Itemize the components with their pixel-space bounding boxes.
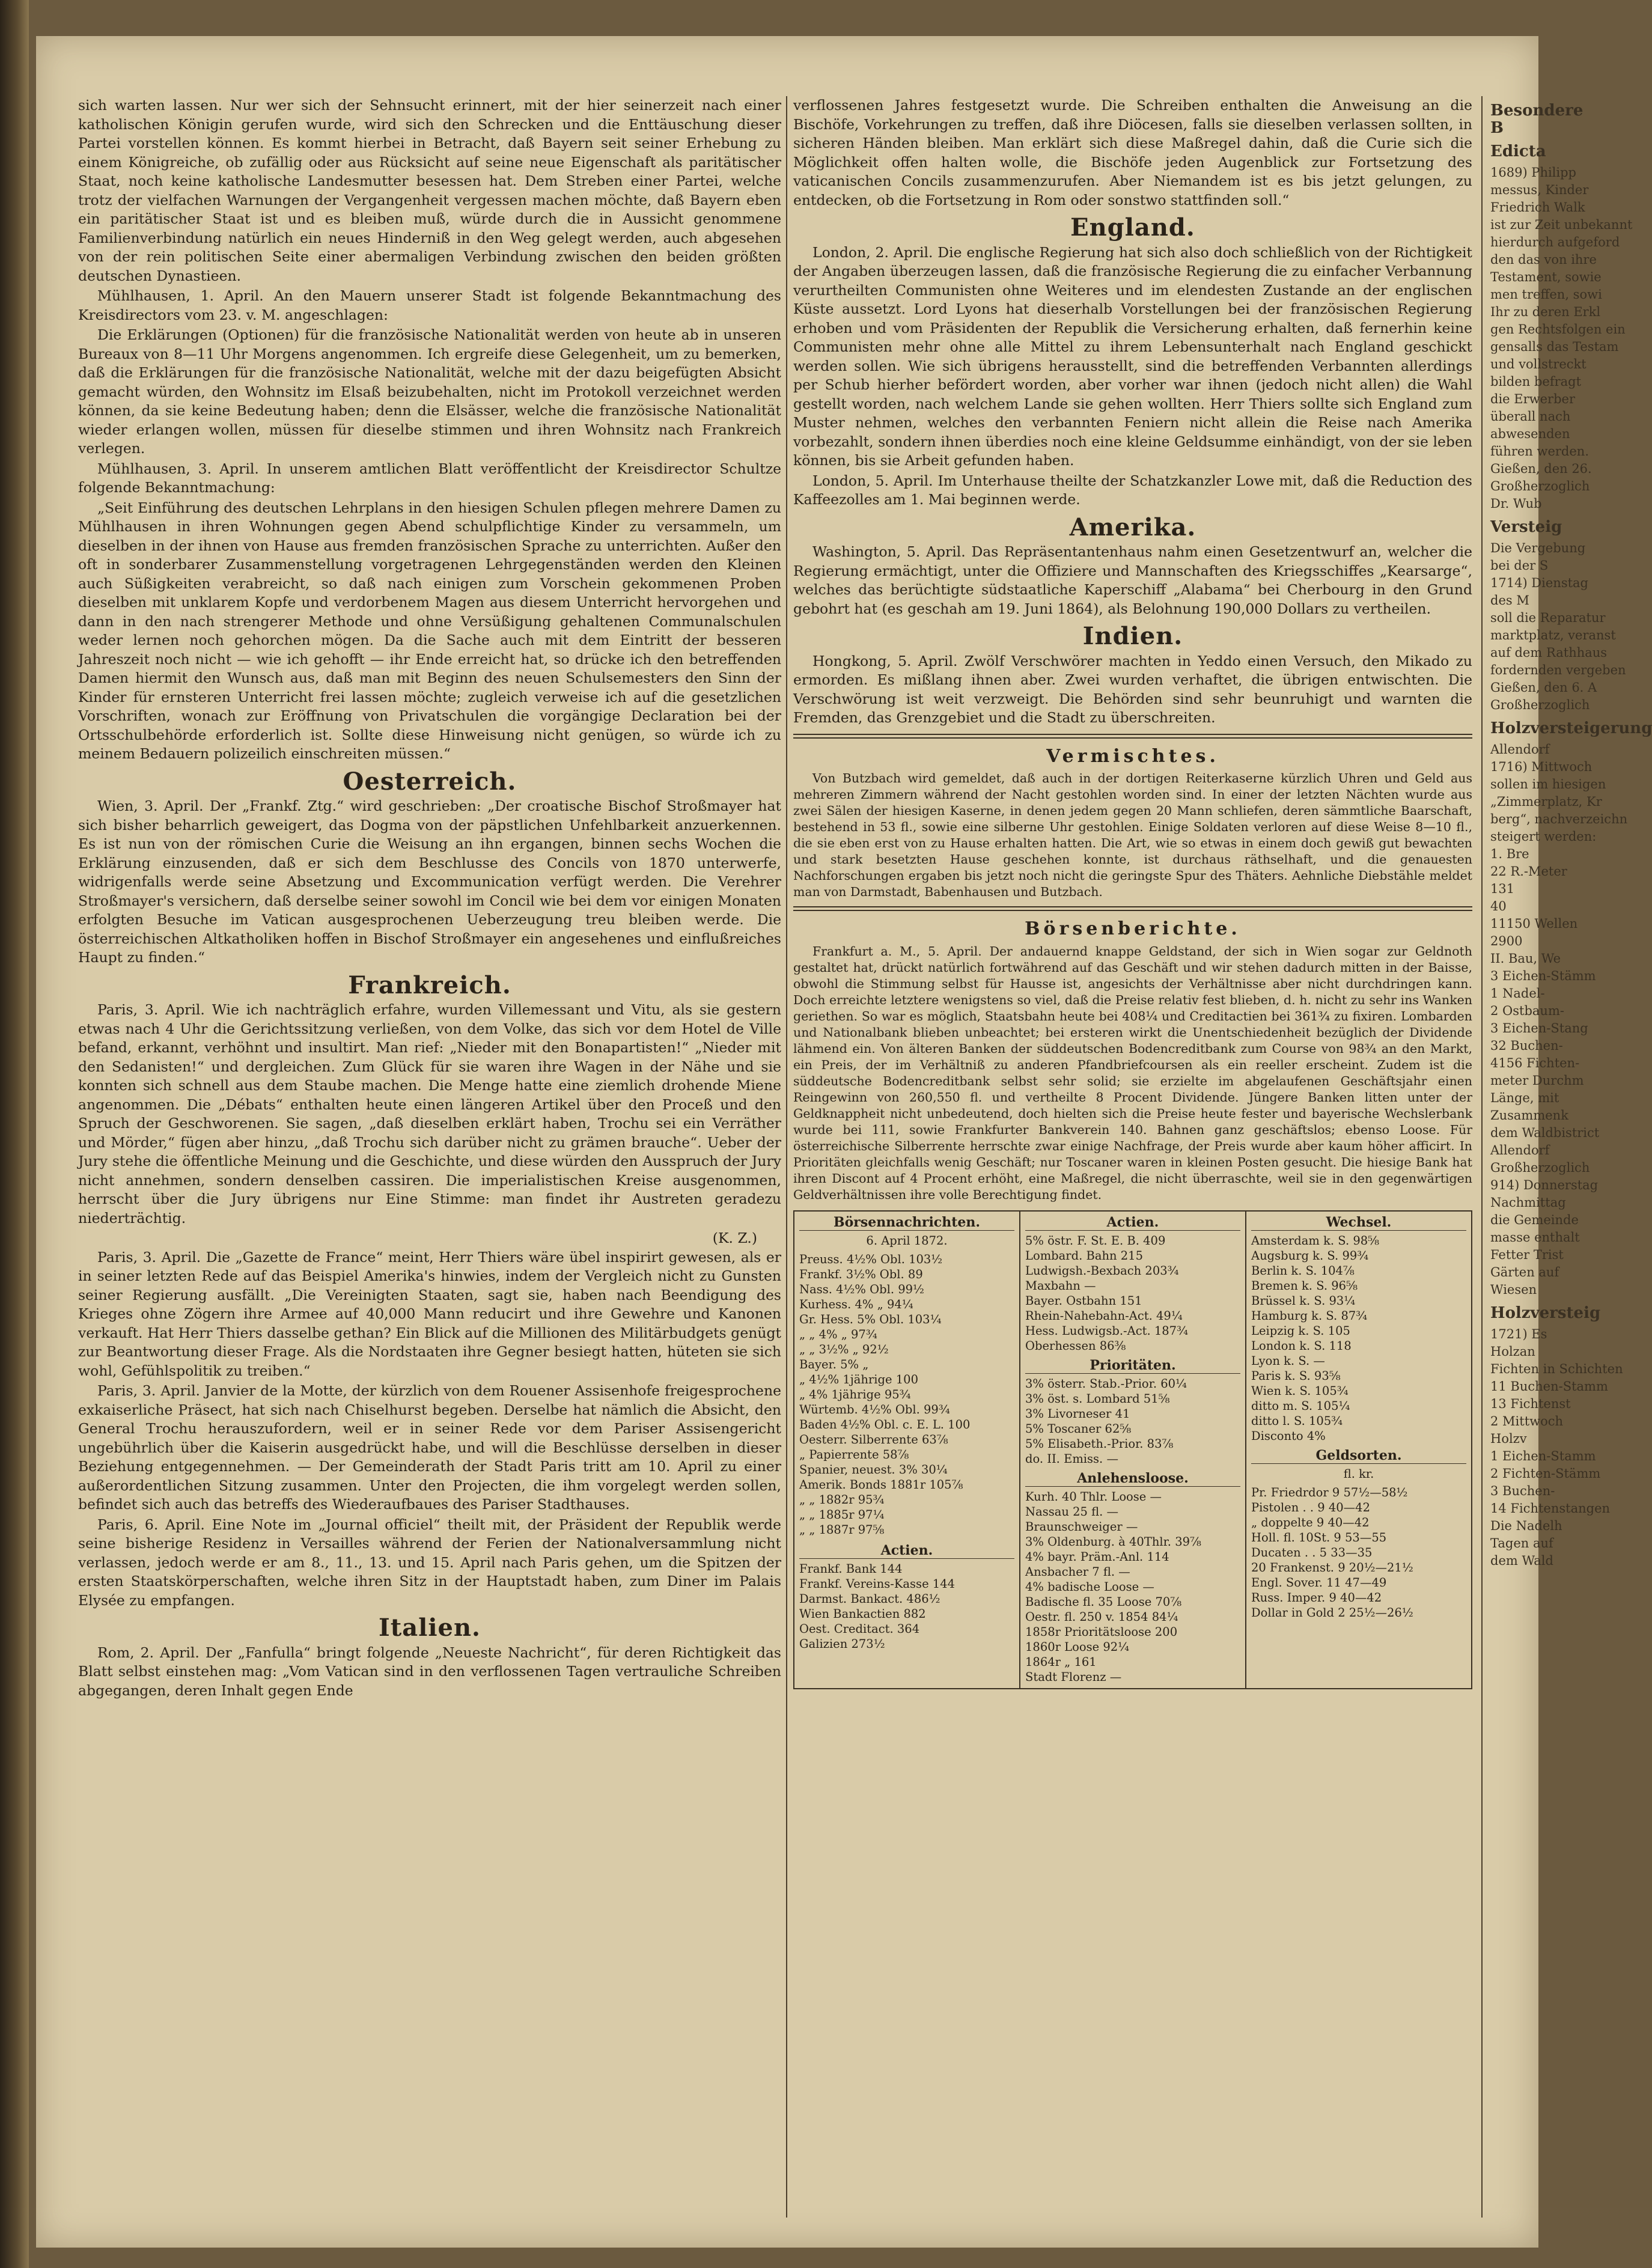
article-wien: Wien, 3. April. Der „Frankf. Ztg.“ wird geschrieben: „Der croatische Bischof Stroßmayer hat sich bisher beharrlich geweigert, das Dogma von der päpstlichen Unfehlbarkeit anzuerkennen. Es ist nun von der römischen Curie die Weisung an ihn ergangen, binnen sechs Wochen die Erklärung einzusenden, daß er sich dem Beschlusse des Concils von 1870 unterwerfe, widrigenfalls werde seine Absetzung und Excommunication verfügt werden. Die Verehrer Stroßmayer's versichern, daß derselbe seiner sowohl im Concil wie bei dem vor einigen Monaten erfolgten Besuche im Vatican ausgesprochenen Ueberzeugung treu bleiben werde. Die österreichischen Altkatholiken hoffen in Bischof Stroßmayer ein angesehenes und einflußreiches Haupt zu finden.“: [78, 797, 781, 966]
table-title: Prioritäten.: [1025, 1358, 1240, 1374]
table-row: Oestr. fl. 250 v. 1854 84¼: [1025, 1609, 1178, 1624]
table-row: Pr. Friedrdor 9 57½—58½: [1251, 1485, 1408, 1499]
table-title: Actien.: [799, 1543, 1014, 1559]
table-row: do. II. Emiss. —: [1025, 1451, 1118, 1466]
table-row: Bayer. 5% „: [799, 1357, 869, 1371]
table-rows: [799, 1252, 1014, 1537]
article-butzbach: Von Butzbach wird gemeldet, daß auch in der dortigen Reiterkaserne kürzlich Uhren und Geld aus mehreren Zimmern während der Nacht gestohlen worden sind. In einer der letzten Nächten wurde aus zwei Sälen der hiesigen Kaserne, in denen jedem gegen 20 Mann schliefen, deren sämmtliche Baarschaft, bestehend in 53 fl., sowie eine silberne Uhr gestohlen. Einige Soldaten verloren auf diese Weise 8—10 fl., die sie eben erst von zu Hause erhalten hatten. Die Art, wie so etwas in einem doch gewiß gut bewachten und stark besetzten Hause geschehen konnte, ist durchaus räthselhaft, und die genauesten Nachforschungen ergaben bis jetzt noch nicht die geringste Spur des Thäters. Aehnliche Diebstähle meldet man von Darmstadt, Babenhausen und Butzbach.: [793, 771, 1472, 899]
table-row: Bayer. Ostbahn 151: [1025, 1293, 1142, 1308]
heading-holzversteigerung-2: Holzversteig: [1490, 1304, 1601, 1322]
table-row: „ „ 1885r 97¼: [799, 1507, 885, 1522]
table-row: Holl. fl. 10St. 9 53—55: [1251, 1530, 1387, 1544]
notice-line: soll die Reparatur: [1490, 611, 1606, 625]
table-row: Oest. Creditact. 364: [799, 1621, 920, 1636]
table-row: Bremen k. S. 96⅝: [1251, 1278, 1358, 1293]
notice-line: und vollstreckt: [1490, 357, 1586, 371]
table-row: Spanier, neuest. 3% 30¼: [799, 1462, 948, 1477]
notice-line: des M: [1490, 593, 1529, 608]
notice-line: gensalls das Testam: [1490, 340, 1619, 354]
table-row: Wien Bankactien 882: [799, 1606, 926, 1621]
table-row: Frankf. Vereins-Kasse 144: [799, 1576, 956, 1591]
notice-line: Länge, mit: [1490, 1091, 1559, 1105]
table-row: Disconto 4%: [1251, 1428, 1326, 1443]
table-row: Stadt Florenz —: [1025, 1669, 1122, 1684]
table-row: 1864r „ 161: [1025, 1654, 1097, 1669]
notice-line: 3 Eichen-Stämm: [1490, 969, 1596, 983]
table-title: Wechsel.: [1251, 1215, 1466, 1231]
notice-line: Nachmittag: [1490, 1195, 1566, 1210]
article-muehlhausen-1-quote: Die Erklärungen (Optionen) für die französische Nationalität werden von heute ab in unseren Bureaux von 8—11 Uhr Morgens angenommen. Ich ergreife diese Gelegenheit, um zu bemerken, daß die Erklärungen für die französische Nationalität, welche mit der dazu beigefügten Absicht gemacht würden, den Wohnsitz im Elsaß beizubehalten, nicht im Protokoll verzeichnet werden können, da sie keine Bedeutung haben; denn die Elsässer, welche die französische Nationalität wieder erlangen wollen, müssen für dieselbe stimmen und ihren Wohnsitz nach Frankreich verlegen.: [78, 326, 781, 457]
notice-line: Fetter Trist: [1490, 1248, 1564, 1262]
table-row: 5% Toscaner 62⅝: [1025, 1421, 1132, 1436]
notice-line: auf dem Rathhaus: [1490, 645, 1608, 660]
heading-edicta: Edicta: [1490, 142, 1546, 160]
notice-line: marktplatz, veranst: [1490, 628, 1616, 642]
article-washington: Washington, 5. April. Das Repräsentantenhaus nahm einen Gesetzentwurf an, welcher die Regierung ermächtigt, unter die Offiziere und Mannschaften des Kriegsschiffes „Kearsarge“, welches das berüchtigte südstaatliche Kaperschiff „Alabama“ bei Cherbourg in den Grund gebohrt hat (es geschah am 19. Juni 1864), als Belohnung 190,000 Dollars zu vertheilen.: [793, 543, 1472, 617]
notice-line: Großherzoglich: [1490, 698, 1590, 712]
table-row: Darmst. Bankact. 486½: [799, 1591, 940, 1606]
section-heading-indien: Indien.: [1082, 622, 1183, 650]
table-row: Oberhessen 86⅜: [1025, 1338, 1126, 1353]
article-paris-3: Paris, 3. April. Janvier de la Motte, der kürzlich von dem Rouener Assisenhofe freigesprochene exkaiserliche Präsect, hat sich nach Chiselhurst begeben. Derselbe hat nämlich die Absicht, den General Trochu herauszufordern, weil er in seiner Rede vor dem Pariser Assisengericht ungebührlich über die Kaiserin ausgedrückt habe, und will die Beschlüsse derselben in dieser Beziehung entgegennehmen. — Der Gemeinderath der Stadt Paris tritt am 10. April zu einer außerordentlichen Sitzung zusammen. Unter den Projecten, die ihm vorgelegt werden sollen, befindet sich auch das betreffs des Wiederaufbaues des Pariser Stadthauses.: [78, 1382, 781, 1513]
table-row: Lyon k. S. —: [1251, 1353, 1325, 1368]
table-row: Paris k. S. 93⅝: [1251, 1368, 1341, 1383]
notice-line: 13 Fichtenst: [1490, 1397, 1571, 1411]
table-row: 1858r Prioritätsloose 200: [1025, 1624, 1178, 1639]
notice-line: Die Nadelh: [1490, 1519, 1562, 1533]
table-row: „ 4% 1jährige 95¾: [799, 1387, 911, 1401]
stock-tables: [793, 1210, 1472, 1689]
table-row: Hamburg k. S. 87¾: [1251, 1308, 1368, 1323]
notice-line: 1716) Mittwoch: [1490, 760, 1593, 774]
article-paris-2: Paris, 3. April. Die „Gazette de France“ meint, Herr Thiers wäre übel inspirirt gewesen, als er in seiner letzten Rede auf das Beispiel Amerika's hinwies, indem der Vergleich nicht zu Gunsten seiner Regierung ausfällt. „Die Vereinigten Staaten, sagt sie, haben nach Beendigung des Krieges ohne Zögern ihre Armee auf 40,000 Mann reducirt und ihre Gewehre und Kanonen verkauft. Hat Herr Thiers dasselbe gethan? Ein Blick auf die Millionen des Militärbudgets genügt zur Beantwortung dieser Frage. Als die Nordstaaten ihre Gegner besiegt hatten, hüteten sie sich wohl, Gefühlspolitik zu treiben.“: [78, 1248, 781, 1379]
notice-line: 1714) Dienstag: [1490, 576, 1588, 590]
notice-line: bei der S: [1490, 558, 1549, 573]
table-title: Börsennachrichten.: [799, 1215, 1014, 1231]
notice-line: hierdurch aufgeford: [1490, 235, 1620, 249]
table-date: 6. April 1872.: [866, 1233, 948, 1248]
table-row: Brüssel k. S. 93¼: [1251, 1293, 1356, 1308]
book-spine: [0, 0, 29, 2268]
table-row: Braunschweiger —: [1025, 1519, 1138, 1534]
notice-line: II. Bau, We: [1490, 951, 1561, 966]
notice-line: 14 Fichtenstangen: [1490, 1501, 1611, 1516]
notice-line: fordernden vergeben: [1490, 663, 1626, 677]
table-rows: [1025, 1489, 1240, 1684]
table-row: Frankf. Bank 144: [799, 1561, 903, 1576]
article-london-2: London, 5. April. Im Unterhause theilte der Schatzkanzler Lowe mit, daß die Reduction des Kaffeezolles am 1. Mai beginnen werde.: [793, 472, 1472, 508]
section-heading-vermischtes: Vermischtes.: [1046, 745, 1219, 767]
article-bayern-end: sich warten lassen. Nur wer sich der Sehnsucht erinnert, mit der hier seinerzeit nach einer katholischen Königin gerufen wurde, wird sich den Schrecken und die Enttäuschung dieser Partei vorstellen können. Es kommt hierbei in Betracht, daß Bayern seit seiner Erhebung zu einem Königreiche, ob zufällig oder aus Rücksicht auf seine neue Eigenschaft als paritätischer Staat, noch keine katholische Landesmutter besessen hat. Dem Streben einer Partei, welche trotz der vielfachen Warnungen der Vergangenheit vergessen machen möchte, daß Bayern eben ein paritätischer Staat ist und es bleiben muß, würde durch die in Aussicht genommene Familienverbindung natürlich ein neues Hinderniß in den Weg gelegt werden, auch abgesehen von der rein politischen Seite einer abermaligen Verbindung zwischen den beiden größten deutschen Dynastieen.: [78, 97, 781, 284]
table-row: Hess. Ludwigsb.-Act. 187¾: [1025, 1323, 1188, 1338]
table-row: Maxbahn —: [1025, 1278, 1096, 1293]
table-row: Kurh. 40 Thlr. Loose —: [1025, 1489, 1162, 1504]
section-heading-amerika: Amerika.: [1069, 513, 1196, 541]
column-left: [78, 96, 781, 1701]
table-row: Galizien 273½: [799, 1636, 885, 1651]
article-muehlhausen-3: Mühlhausen, 3. April. In unserem amtlichen Blatt veröffentlicht der Kreisdirector Schultze folgende Bekanntmachung:: [78, 460, 781, 496]
notice-line: Fichten in Schichten: [1490, 1362, 1623, 1376]
section-heading-england: England.: [1070, 213, 1195, 242]
section-heading-boersenberichte: Börsenberichte.: [1025, 918, 1241, 939]
table-row: 5% Elisabeth.-Prior. 83⅞: [1025, 1436, 1174, 1451]
table-row: Kurhess. 4% „ 94¼: [799, 1297, 913, 1311]
article-paris-1: Paris, 3. April. Wie ich nachträglich erfahre, wurden Villemessant und Vitu, als sie gestern etwas nach 4 Uhr die Gerichtssitzung verließen, von dem Volke, das sich vor dem Hotel de Ville befand, erkannt, verhöhnt und insultirt. Man rief: „Nieder mit den Bonapartisten!“ „Nieder mit den Sedanisten!“ und dergleichen. Zum Glück für sie waren ihre Wagen in der Nähe und sie konnten sich schnell aus dem Staube machen. Die Menge hatte eine ziemlich drohende Miene angenommen. Die „Débats“ enthalten heute einen längeren Artikel über den Proceß und den Spruch der Geschworenen. Sie sagen, „daß dieselben erklärt haben, Trochu sei ein Verräther und Mörder,“ fügen aber hinzu, „daß Trochu sich darüber nicht zu grämen brauche“. Ueber der Jury stehe die öffentliche Meinung und die Geschichte, und diese würden den Ausspruch der Jury nicht annehmen, sondern denselben cassiren. Die imperialistischen Kreise ausgenommen, herrscht über die Jury übrigens nur Eine Stimme: man findet ihr Austreten geradezu niederträchtig.: [78, 1001, 781, 1227]
table-row: „ „ 4% „ 97¾: [799, 1327, 877, 1341]
table-row: 3% österr. Stab.-Prior. 60¼: [1025, 1376, 1187, 1391]
table-row: ditto m. S. 105¼: [1251, 1398, 1350, 1413]
table-row: Würtemb. 4½% Obl. 99¾: [799, 1402, 950, 1416]
column-middle: [793, 96, 1472, 1689]
table-title: Anlehensloose.: [1025, 1471, 1240, 1487]
table-title: Actien.: [1025, 1215, 1240, 1231]
notice-line: Gärten auf: [1490, 1265, 1559, 1279]
article-london-1: London, 2. April. Die englische Regierung hat sich also doch schließlich von der Richtigkeit der Angaben überzeugen lassen, daß die französische Regierung die zu einfacher Verbannung verurtheilten Communisten ohne Weiteres und im elendesten Zustande an der englischen Küste aussetzt. Lord Lyons hat dieserhalb Vorstellungen bei der französischen Regierung erhoben und vom Präsidenten der Republik die Versicherung erhalten, daß fernerhin keine Communisten mehr ohne alle Mittel zu ihrem Lebensunterhalt nach England geschickt werden sollen. Wie sich übrigens herausstellt, sind die betreffenden Verbannten allerdings per Schub hierher befördert worden, aber vorher war ihnen (jedoch nicht allen) die Wahl gestellt worden, nach welchem Lande sie gehen wollten. Herr Thiers sollte sich England zum Muster nehmen, welches den verbannten Feniern nicht allein die Reise nach Amerika vorbezahlt, sondern ihnen überdies noch eine kleine Geldsumme einhändigt, von der sie leben können, bis sie Arbeit gefunden haben.: [793, 243, 1472, 469]
table-row: 5% östr. F. St. E. B. 409: [1025, 1233, 1166, 1248]
table-row: ditto l. S. 105¾: [1251, 1413, 1343, 1428]
notice-line: 1 Eichen-Stamm: [1490, 1449, 1596, 1463]
notice-line: abwesenden: [1490, 427, 1570, 441]
table-row: Gr. Hess. 5% Obl. 103¼: [799, 1312, 942, 1326]
table-row: Baden 4½% Obl. c. E. L. 100: [799, 1417, 971, 1431]
notice-line: Holzv: [1490, 1431, 1527, 1446]
notice-line: Tagen auf: [1490, 1536, 1553, 1550]
table-actien: [1019, 1212, 1245, 1688]
article-hongkong: Hongkong, 5. April. Zwölf Verschwörer machten in Yeddo einen Versuch, den Mikado zu ermorden. Es mißlang ihnen aber. Zwei wurden verhaftet, die übrigen entwischten. Die Verschwörung ist weit verzweigt. Die Behörden sind sehr beunruhigt und warnten die Fremden, das Grenzgebiet und die Stadt zu überschreiten.: [793, 652, 1472, 726]
table-title: Geldsorten.: [1251, 1448, 1466, 1464]
notice-line: 2 Fichten-Stämm: [1490, 1466, 1601, 1481]
section-heading-italien: Italien.: [379, 1614, 481, 1642]
notice-line: 1. Bre: [1490, 847, 1529, 861]
table-row: 3% öst. s. Lombard 51⅝: [1025, 1391, 1170, 1406]
table-rows: [1025, 1233, 1240, 1353]
table-row: 4% bayr. Präm.-Anl. 114: [1025, 1549, 1169, 1564]
table-row: „ doppelte 9 40—42: [1251, 1515, 1370, 1529]
table-row: 20 Frankenst. 9 20½—21½: [1251, 1560, 1413, 1574]
table-row: Rhein-Nahebahn-Act. 49¼: [1025, 1308, 1183, 1323]
notice-line: 11150 Wellen: [1490, 916, 1578, 931]
notice-line: Testament, sowie: [1490, 270, 1602, 284]
notice-line: 914) Donnerstag: [1490, 1178, 1599, 1192]
notice-line: 3 Buchen-: [1490, 1484, 1555, 1498]
table-row: Lombard. Bahn 215: [1025, 1248, 1143, 1263]
table-row: „ „ 1887r 97⅝: [799, 1522, 885, 1537]
table-row: Pistolen . . 9 40—42: [1251, 1500, 1370, 1514]
table-row: Augsburg k. S. 99¾: [1251, 1248, 1369, 1263]
table-row: Ducaten . . 5 33—35: [1251, 1545, 1373, 1559]
section-heading-frankreich: Frankreich.: [348, 971, 511, 999]
table-wechsel: [1245, 1212, 1471, 1688]
notice-line: Großherzoglich: [1490, 1160, 1590, 1175]
column-rule-1: [786, 96, 787, 2218]
heading-versteigerung: Versteig: [1490, 518, 1562, 536]
table-row: Amsterdam k. S. 98⅝: [1251, 1233, 1380, 1248]
notice-line: bilden befragt: [1490, 374, 1582, 389]
notice-line: 1721) Es: [1490, 1327, 1547, 1341]
source-signature: (K. Z.): [712, 1230, 757, 1246]
table-row: „ „ 1882r 95¾: [799, 1492, 885, 1507]
notice-line: 4156 Fichten-: [1490, 1056, 1580, 1070]
notice-line: Allendorf: [1490, 1143, 1550, 1157]
table-row: Badische fl. 35 Loose 70⅞: [1025, 1594, 1182, 1609]
notice-line: 32 Buchen-: [1490, 1038, 1563, 1053]
article-muehlhausen-1: Mühlhausen, 1. April. An den Mauern unserer Stadt ist folgende Bekanntmachung des Kreisdirectors vom 23. v. M. angeschlagen:: [78, 287, 781, 323]
notice-line: Dr. Wub: [1490, 496, 1542, 511]
notice-line: führen werden.: [1490, 444, 1590, 459]
notice-lines: [1490, 1326, 1623, 1570]
notice-line: steigert werden:: [1490, 829, 1597, 844]
section-heading-oesterreich: Oesterreich.: [343, 767, 517, 796]
notice-line: men treffen, sowi: [1490, 287, 1602, 302]
notice-line: 2 Mittwoch: [1490, 1414, 1564, 1428]
notice-line: dem Waldbistrict: [1490, 1126, 1600, 1140]
notice-line: meter Durchm: [1490, 1073, 1584, 1088]
notice-line: Friedrich Walk: [1490, 200, 1585, 215]
article-paris-4: Paris, 6. April. Eine Note im „Journal officiel“ theilt mit, der Präsident der Republik werde seine bisherige Residenz in Versailles während der Ferien der Nationalversammlung nicht verlassen, jedoch werde er am 8., 11., 13. und 15. April nach Paris gehen, um die Spitzen der ersten Staatskörperschaften, welche ihren Sitz in der Hauptstadt haben, zum Diner im Palais Elysée zu empfangen.: [78, 1516, 781, 1609]
table-rows: [1025, 1376, 1240, 1466]
notice-line: 2900: [1490, 934, 1523, 948]
table-rows: [1251, 1485, 1466, 1620]
section-divider: [793, 906, 1472, 911]
notice-line: Die Vergebung: [1490, 541, 1586, 555]
table-row: 3% Oldenburg. à 40Thlr. 39⅞: [1025, 1534, 1201, 1549]
table-row: 4% badische Loose —: [1025, 1579, 1154, 1594]
notice-line: ist zur Zeit unbekannt: [1490, 218, 1633, 232]
notice-line: 22 R.-Meter: [1490, 864, 1567, 879]
notice-line: Zusammenk: [1490, 1108, 1568, 1123]
table-row: Wien k. S. 105¾: [1251, 1383, 1349, 1398]
notice-lines: [1490, 540, 1626, 714]
table-row: Dollar in Gold 2 25½—26½: [1251, 1605, 1413, 1620]
table-subheader: fl. kr.: [1343, 1466, 1374, 1481]
table-row: „ Papierrente 58⅞: [799, 1447, 909, 1462]
notice-line: Gießen, den 6. A: [1490, 680, 1597, 695]
notice-line: masse enthalt: [1490, 1230, 1580, 1245]
notice-line: Holzan: [1490, 1344, 1535, 1359]
table-row: Oesterr. Silberrente 63⅞: [799, 1432, 948, 1446]
notice-line: 1689) Philipp: [1490, 165, 1577, 180]
notice-line: berg“, nachverzeichn: [1490, 812, 1628, 826]
notice-line: die Erwerber: [1490, 392, 1575, 406]
notice-line: Ihr zu deren Erkl: [1490, 305, 1601, 319]
notice-line: „Zimmerplatz, Kr: [1490, 794, 1602, 809]
notice-line: dem Wald: [1490, 1553, 1553, 1568]
notice-lines: [1490, 164, 1633, 513]
notice-line: die Gemeinde: [1490, 1213, 1579, 1227]
table-row: Engl. Sover. 11 47—49: [1251, 1575, 1387, 1590]
table-row: Frankf. 3½% Obl. 89: [799, 1267, 923, 1281]
table-row: London k. S. 118: [1251, 1338, 1352, 1353]
table-row: Amerik. Bonds 1881r 105⅞: [799, 1477, 963, 1492]
notice-line: 11 Buchen-Stamm: [1490, 1379, 1608, 1394]
notice-line: 2 Ostbaum-: [1490, 1004, 1564, 1018]
table-rows: [1251, 1233, 1466, 1443]
notice-line: 131: [1490, 882, 1515, 896]
notice-line: Allendorf: [1490, 742, 1550, 757]
notice-line: sollen im hiesigen: [1490, 777, 1606, 791]
newspaper-page: [36, 36, 1652, 2248]
notice-line: messus, Kinder: [1490, 183, 1589, 197]
article-rom-cont: verflossenen Jahres festgesetzt wurde. Die Schreiben enthalten die Anweisung an die Bischöfe, Vorkehrungen zu treffen, daß ihre Diöcesen, falls sie dieselben verlassen sollten, in sicheren Händen bleiben. Man erklärt sich diese Maßregel dahin, daß die Curie sich die Möglichkeit offen halten wolle, die Bischöfe jeden Augenblick zur Fortsetzung des vaticanischen Concils zusammenzurufen. Aber Niemandem ist es bis jetzt gelungen, zu entdecken, ob die Fortsetzung in Rom oder sonstwo stattfinden soll.“: [793, 97, 1472, 209]
table-row: Russ. Imper. 9 40—42: [1251, 1590, 1382, 1605]
column-right-cropped: [1490, 96, 1652, 1570]
notice-line: 3 Eichen-Stang: [1490, 1021, 1588, 1035]
table-rows: [799, 1561, 1014, 1651]
notice-line: Wiesen: [1490, 1282, 1537, 1297]
table-row: Nass. 4½% Obl. 99½: [799, 1282, 924, 1296]
table-row: Nassau 25 fl. —: [1025, 1504, 1119, 1519]
table-row: Berlin k. S. 104⅞: [1251, 1263, 1355, 1278]
section-divider: [793, 734, 1472, 739]
table-row: „ „ 3½% „ 92½: [799, 1342, 889, 1356]
notice-line: 1 Nadel-: [1490, 986, 1545, 1001]
heading-besondere: Besondere B: [1490, 102, 1583, 137]
notice-line: Großherzoglich: [1490, 479, 1590, 493]
table-row: 3% Livorneser 41: [1025, 1406, 1130, 1421]
article-muehlhausen-3-quote: „Seit Einführung des deutschen Lehrplans in den hiesigen Schulen pflegen mehrere Damen zu Mühlhausen in ihren Wohnungen gegen Abend schulpflichtige Kinder zu versammeln, um dieselben in der ihnen von Hause aus fremden französischen Sprache zu unterrichten. Außer den oft in sonderbarer Zusammenstellung vorgetragenen Lehrgegenständen werden den Kleinen auch Süßigkeiten verabreicht, so daß nach einigen zum Vorschein gekommenen Proben dieselben mit unklarem Kopfe und verdorbenem Magen aus diesem Unterricht hervorgehen und dann in den nach strengerer Methode und ohne Versüßigung gehaltenen Communalschulen weder lernen noch gehorchen mögen. Da die Sache auch mit dem Eintritt der besseren Jahreszeit noch nicht — wie ich gehofft — ihr Ende erreicht hat, so drücke ich den betreffenden Damen hiermit den Wunsch aus, daß man mit Beginn des neuen Schulsemesters den Sinn der Kinder für ernsteren Unterricht frei lassen möchte; zugleich verweise ich auf die gesetzlichen Vorschriften, wonach zur Eröffnung von Privatschulen die vorgängige Declaration bei der Ortsschulbehörde erforderlich ist. Sollte diese Hinweisung nicht genügen, so würde ich zu meinem Bedauern polizeilich einschreiten müssen.“: [78, 499, 781, 762]
notice-line: 40: [1490, 899, 1507, 913]
article-rom: Rom, 2. April. Der „Fanfulla“ bringt folgende „Neueste Nachricht“, für deren Richtigkeit das Blatt selbst einstehen mag: „Vom Vatican sind in den verflossenen Tagen vertrauliche Schreiben abgegangen, deren Inhalt gegen Ende: [78, 1644, 781, 1699]
table-row: Preuss. 4½% Obl. 103½: [799, 1252, 943, 1266]
table-boersennachrichten: [794, 1212, 1019, 1688]
table-row: „ 4½% 1jährige 100: [799, 1372, 918, 1386]
article-frankfurt-boerse: Frankfurt a. M., 5. April. Der andauernd knappe Geldstand, der sich in Wien sogar zur Geldnoth gestaltet hat, drückt natürlich fortwährend auf das Geschäft und wir stehen dadurch mitten in der Baisse, obwohl die Stimmung selbst für Hausse ist, angesichts der Verhältnisse aber nicht durchdringen kann. Doch erreichte letztere wenigstens so viel, daß die Preise relativ fest blieben, d. h. nicht zu sehr ins Wanken geriethen. So war es möglich, Staatsbahn heute bei 408¼ und Creditactien bei 361¾ zu fixiren. Lombarden und Nationalbank blieben unbeachtet; bei ersteren wirkt die Unentschiedenheit bezüglich der Dividende lähmend ein. Von älteren Banken der süddeutschen Bodencreditbank zum Course von 98¾ an den Markt, ein Preis, der im Verhältniß zu anderen Pfandbriefcoursen als ein reeller erscheint. Zudem ist die süddeutsche Bodencreditbank selbst sehr solid; sie erzielte im abgelaufenen Geschäftsjahr einen Reingewinn von 260,550 fl. und vertheilte 8 Procent Dividende. Jüngere Banken litten unter der Geldknappheit nicht unbedeutend, doch hielten sich die Preise heute fester und bayerische Wechslerbank wurde bei 111, sowie Frankfurter Bankverein 140. Bahnen ganz geschäftslos; ebenso Loose. Für österreichische Silberrente herrschte zwar einige Nachfrage, der Preis wurde aber kaum höher afficirt. In Prioritäten gleichfalls wenig Geschäft; nur Toscaner waren in kleinen Posten gesucht. Die hiesige Bank hat ihren Discont auf 4 Procent erhöht, eine Maßregel, die nicht überraschte, weil sie in den gegenwärtigen Geldverhältnissen ihre volle Berechtigung findet.: [793, 943, 1472, 1202]
table-row: 1860r Loose 92¼: [1025, 1639, 1130, 1654]
notice-line: überall nach: [1490, 409, 1571, 424]
table-row: Leipzig k. S. 105: [1251, 1323, 1350, 1338]
table-row: Ansbacher 7 fl. —: [1025, 1564, 1130, 1579]
notice-lines: [1490, 741, 1628, 1299]
column-rule-2: [1481, 96, 1483, 2218]
notice-line: den das von ihre: [1490, 252, 1597, 267]
notice-line: gen Rechtsfolgen ein: [1490, 322, 1626, 337]
heading-holzversteigerung: Holzversteigerung: [1490, 719, 1652, 737]
notice-line: Gießen, den 26.: [1490, 462, 1592, 476]
table-row: Ludwigsh.-Bexbach 203¾: [1025, 1263, 1179, 1278]
